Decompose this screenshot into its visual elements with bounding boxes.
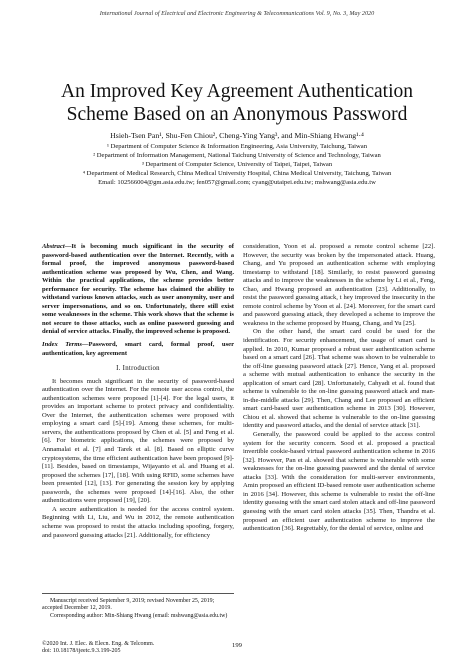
manuscript-received: Manuscript received September 9, 2019; revised November 25, 2019; accepted December 12, 2019. (42, 598, 215, 612)
page-number: 199 (232, 642, 242, 649)
abstract-text: —It is becoming much significant in the security of password-based authentication over the Internet. Recently, with a formal proof, the improved anonymous password-based authentication scheme was proposed by Wu, Chen, and Wang. Within the practical applications, the scheme provides better performance for security. The scheme has claimed the ability to withstand various known attacks, such as user anonymity, user and server impersonations, and so on. Unfortunately, there still exist some weaknesses in the scheme. This work shows that the scheme is not secure to those attacks, such as online password guessing and denial of service attacks. Finally, the improved scheme is proposed. (42, 243, 234, 336)
index-terms-label: Index Terms (42, 341, 82, 349)
copyright-line: ©2020 Int. J. Elec. & Elecn. Eng. & Telcomm. (42, 641, 155, 647)
affiliation-4: ⁴ Department of Medical Research, China Medical University Hospital, China Medical University, Taichung, Taiwan (82, 170, 392, 178)
affiliation-2: ² Department of Information Management, National Taichung University of Science and Technology, Taiwan (93, 152, 381, 160)
abstract-label: Abstract (42, 243, 65, 250)
title-line-2: Scheme Based on an Anonymous Password (66, 104, 408, 125)
abstract (42, 243, 234, 337)
corresponding-author: Corresponding author: Min-Shiang Hwang (email: mshwang@asia.edu.tw) (50, 612, 228, 619)
affiliation-block (20, 142, 454, 187)
index-terms (42, 341, 234, 358)
section-heading-introduction: I. Introduction (116, 365, 160, 373)
doi-line: doi: 10.18178/ijeetc.9.3.199-205 (42, 648, 121, 655)
paper-title (20, 80, 454, 126)
right-column (243, 243, 435, 534)
left-column (42, 243, 234, 540)
right-paragraph-3: Generally, the password could be applied to the access control system for the security concern. Sood et al. proposed a practical invertible cookie-based virtual password authentication scheme in 2016 [32]. However, Pan et al. showed that scheme is vulnerable with some weaknesses for the on-line guessing password and the denial of service attacks [33]. With the consideration for multi-server environments, Amin proposed an efficient ID-based remote user authentication scheme in 2016 [34]. However, this scheme is vulnerable to resist the off-line identity guessing with the smart card stolen attack and off-line password guessing with the smart card stolen attacks [35]. Then, Thandra et al. proposed an efficient user authentication scheme to improve the authentication [36]. Regrettably, for the denial of service, online and (243, 431, 435, 533)
intro-paragraph-1: It becomes much significant in the security of password-based authentication over the Internet. For the remote user access control, the authentication schemes were proposed [1]-[4]. For the legal users, it provides an important scheme to protect privacy and confidentiality. Over the Internet, the authentication schemes were proposed with employing a smart card [5]-[19]. Among these schemes, for multi-servers, the authentications proposed by Chen et al. [5] and Feng et al. [6]. For biometric applications, the schemes were proposed by Annamalai et al. [7] and Tarek et al. [8]. Based on elliptic curve cryptosystems, the time efficient authentication have been proposed [9]-[11]. Besides, based on timestamps, Wijayanto et al. and Huang et al. proposed the schemes [17], [18]. With using RFID, some schemes have been presented [12], [13]. For generating the session key by applying passwords, the schemes were proposed [14]-[16]. Also, the other authentications were proposed [19], [20]. (42, 377, 234, 505)
journal-header: International Journal of Electrical and Electronic Engineering & Telecommunications Vol. 9, No. 3, May 2020 (99, 10, 375, 17)
index-terms-text: —Password, smart card, formal proof, user authentication, key agreement (42, 341, 235, 357)
title-line-1: An Improved Key Agreement Authentication (61, 81, 413, 102)
footnote (42, 593, 234, 620)
intro-paragraph-2: A secure authentication is needed for the access control system. Beginning with Li, Liu, and Wu in 2012, the remote authentication scheme was proposed to resist the attacks including spoofing, forgery, and password guessing attacks [21]. Additionally, for efficiency (42, 505, 234, 539)
affiliation-1: ¹ Department of Computer Science & Information Engineering, Asia University, Taichung, Taiwan (106, 143, 368, 150)
right-paragraph-2: On the other hand, the smart card could be used for the identification. For security enhancement, the usage of smart card is applied. In 2010, Kumar proposed a robust user authentication scheme based on a smart card [26]. That scheme was shown to be vulnerable to the off-line guessing password attack [27]. Hence, Yang et al. proposed a scheme with mutual authentication to enhance the security in the application of smart card [28]. Unfortunately, Cahyadi et al. found that scheme is vulnerable to the on-line guessing password attack and man-in-the-middle attacks [29]. Then, Chang and Lee proposed an efficient smart card-based user authentication scheme in 2013 [30]. However, Chiou et al. showed that scheme is vulnerable to the on-line guessing identity and password attacks, and the denial of service attack [31]. (243, 328, 435, 430)
right-paragraph-1: consideration, Yoon et al. proposed a remote control scheme [22]. However, the security was broken by the impersonated attack. Huang, Chang, and Yu proposed an authentication scheme with employing timestamp to withstand [18]. Similarly, to resist password guessing attacks and to improve the weaknesses in the scheme by Li et al., Feng, Chao, and Hwang proposed an authentication [23]. Additionally, to resist the password guessing attack, t hey improved the insecurity in the remote control scheme by Yoon et al. [24]. Moreover, for the smart card and password guessing attack, they developed a scheme to improve the weakness in the scheme proposed by Huang, Chang, and Yu [25]. (243, 243, 435, 327)
author-list: Hsieh-Tsen Pan¹, Shu-Fen Chiou², Cheng-Ying Yang³, and Min-Shiang Hwang¹·⁴ (110, 131, 364, 140)
author-emails: Email: 102566004@gm.asia.edu.tw; fen057@gmail.com; cyang@utaipei.edu.tw; mshwang@asia.edu.tw (98, 179, 376, 187)
affiliation-3: ³ Department of Computer Science, University of Taipei, Taipei, Taiwan (141, 161, 333, 169)
